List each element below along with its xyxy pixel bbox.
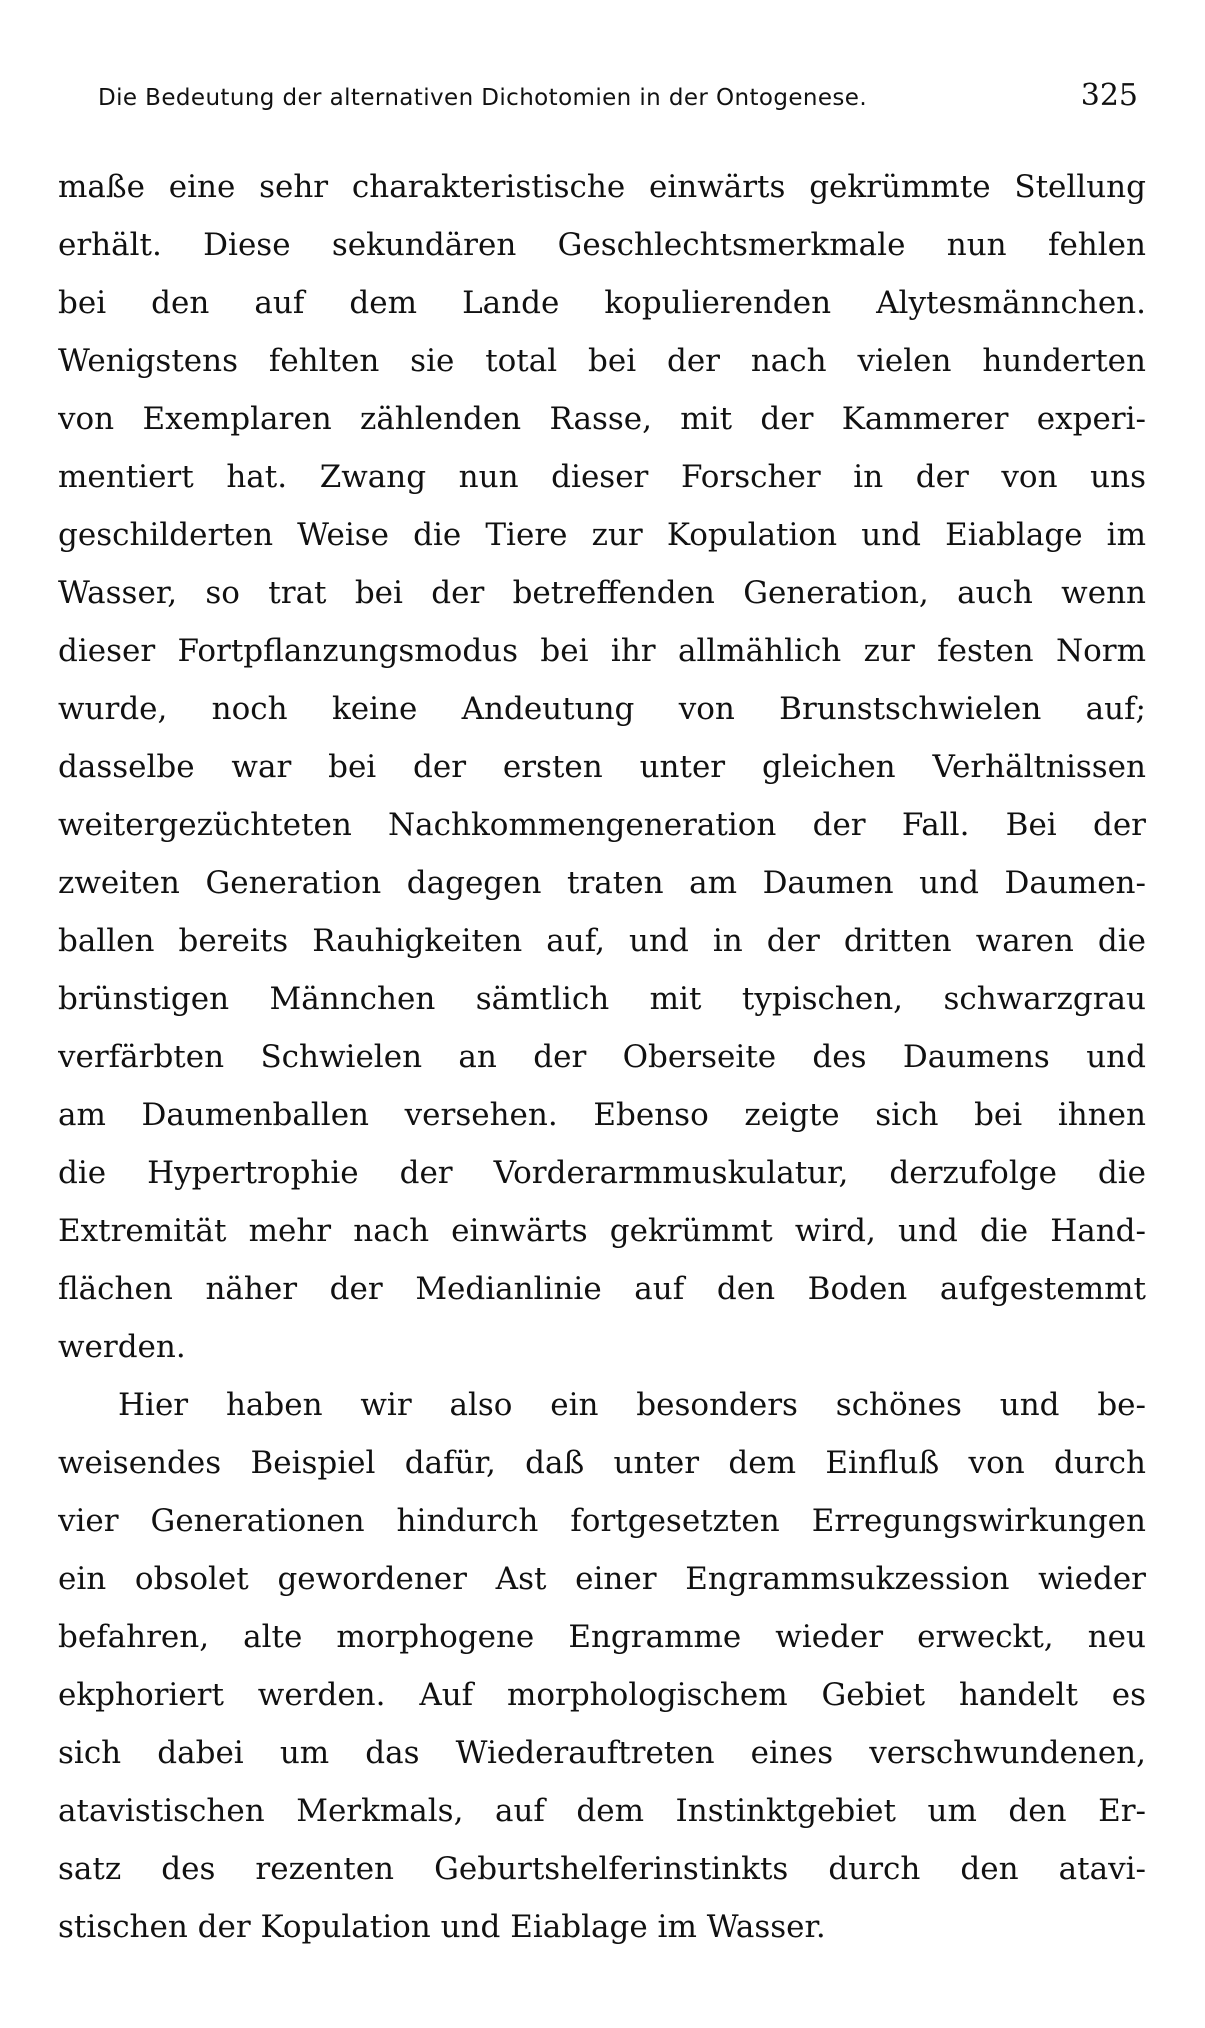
- page-number: 325: [1080, 78, 1138, 113]
- text-line: brünstigen Männchen sämtlich mit typischen, schwarzgrau: [58, 981, 1146, 1017]
- text-line: dieser Fortpflanzungsmodus bei ihr allmählich zur festen Norm: [58, 633, 1146, 669]
- text-line: weisendes Beispiel dafür, daß unter dem Einfluß von durch: [58, 1445, 1146, 1481]
- text-line: ein obsolet gewordener Ast einer Engrammsukzession wieder: [58, 1561, 1146, 1597]
- body-text: [58, 158, 1146, 1956]
- text-line: wurde, noch keine Andeutung von Brunstschwielen auf;: [58, 691, 1146, 727]
- paragraph-1: [58, 158, 1146, 1376]
- text-line: geschilderten Weise die Tiere zur Kopulation und Eiablage im: [58, 517, 1146, 553]
- text-line: Extremität mehr nach einwärts gekrümmt wird, und die Hand-: [58, 1213, 1146, 1249]
- text-line: maße eine sehr charakteristische einwärts gekrümmte Stellung: [58, 169, 1146, 205]
- text-line: werden.: [58, 1329, 186, 1365]
- running-header: [98, 78, 1138, 118]
- text-line: verfärbten Schwielen an der Oberseite des Daumens und: [58, 1039, 1146, 1075]
- text-line: stischen der Kopulation und Eiablage im Wasser.: [58, 1909, 826, 1945]
- text-line: ekphoriert werden. Auf morphologischem Gebiet handelt es: [58, 1677, 1146, 1713]
- text-line: satz des rezenten Geburtshelferinstinkts durch den atavi-: [58, 1851, 1146, 1887]
- text-line: bei den auf dem Lande kopulierenden Alytesmännchen.: [58, 285, 1146, 321]
- paragraph-2: [58, 1376, 1146, 1956]
- text-line: Hier haben wir also ein besonders schönes und be-: [118, 1387, 1146, 1423]
- text-line: am Daumenballen versehen. Ebenso zeigte sich bei ihnen: [58, 1097, 1146, 1133]
- text-line: zweiten Generation dagegen traten am Daumen und Daumen-: [58, 865, 1146, 901]
- text-line: dasselbe war bei der ersten unter gleichen Verhältnissen: [58, 749, 1146, 785]
- text-line: weitergezüchteten Nachkommengeneration der Fall. Bei der: [58, 807, 1146, 843]
- text-line: Wenigstens fehlten sie total bei der nach vielen hunderten: [58, 343, 1146, 379]
- text-line: erhält. Diese sekundären Geschlechtsmerkmale nun fehlen: [58, 227, 1146, 263]
- text-line: sich dabei um das Wiederauftreten eines verschwundenen,: [58, 1735, 1146, 1771]
- text-line: Wasser, so trat bei der betreffenden Generation, auch wenn: [58, 575, 1146, 611]
- running-title: Die Bedeutung der alternativen Dichotomien in der Ontogenese.: [98, 85, 868, 111]
- text-line: die Hypertrophie der Vorderarmmuskulatur, derzufolge die: [58, 1155, 1146, 1191]
- text-line: befahren, alte morphogene Engramme wieder erweckt, neu: [58, 1619, 1146, 1655]
- text-line: von Exemplaren zählenden Rasse, mit der Kammerer experi-: [58, 401, 1146, 437]
- text-line: mentiert hat. Zwang nun dieser Forscher in der von uns: [58, 459, 1146, 495]
- text-line: flächen näher der Medianlinie auf den Boden aufgestemmt: [58, 1271, 1146, 1307]
- text-line: ballen bereits Rauhigkeiten auf, und in der dritten waren die: [58, 923, 1146, 959]
- text-line: vier Generationen hindurch fortgesetzten Erregungswirkungen: [58, 1503, 1146, 1539]
- text-line: atavistischen Merkmals, auf dem Instinktgebiet um den Er-: [58, 1793, 1146, 1829]
